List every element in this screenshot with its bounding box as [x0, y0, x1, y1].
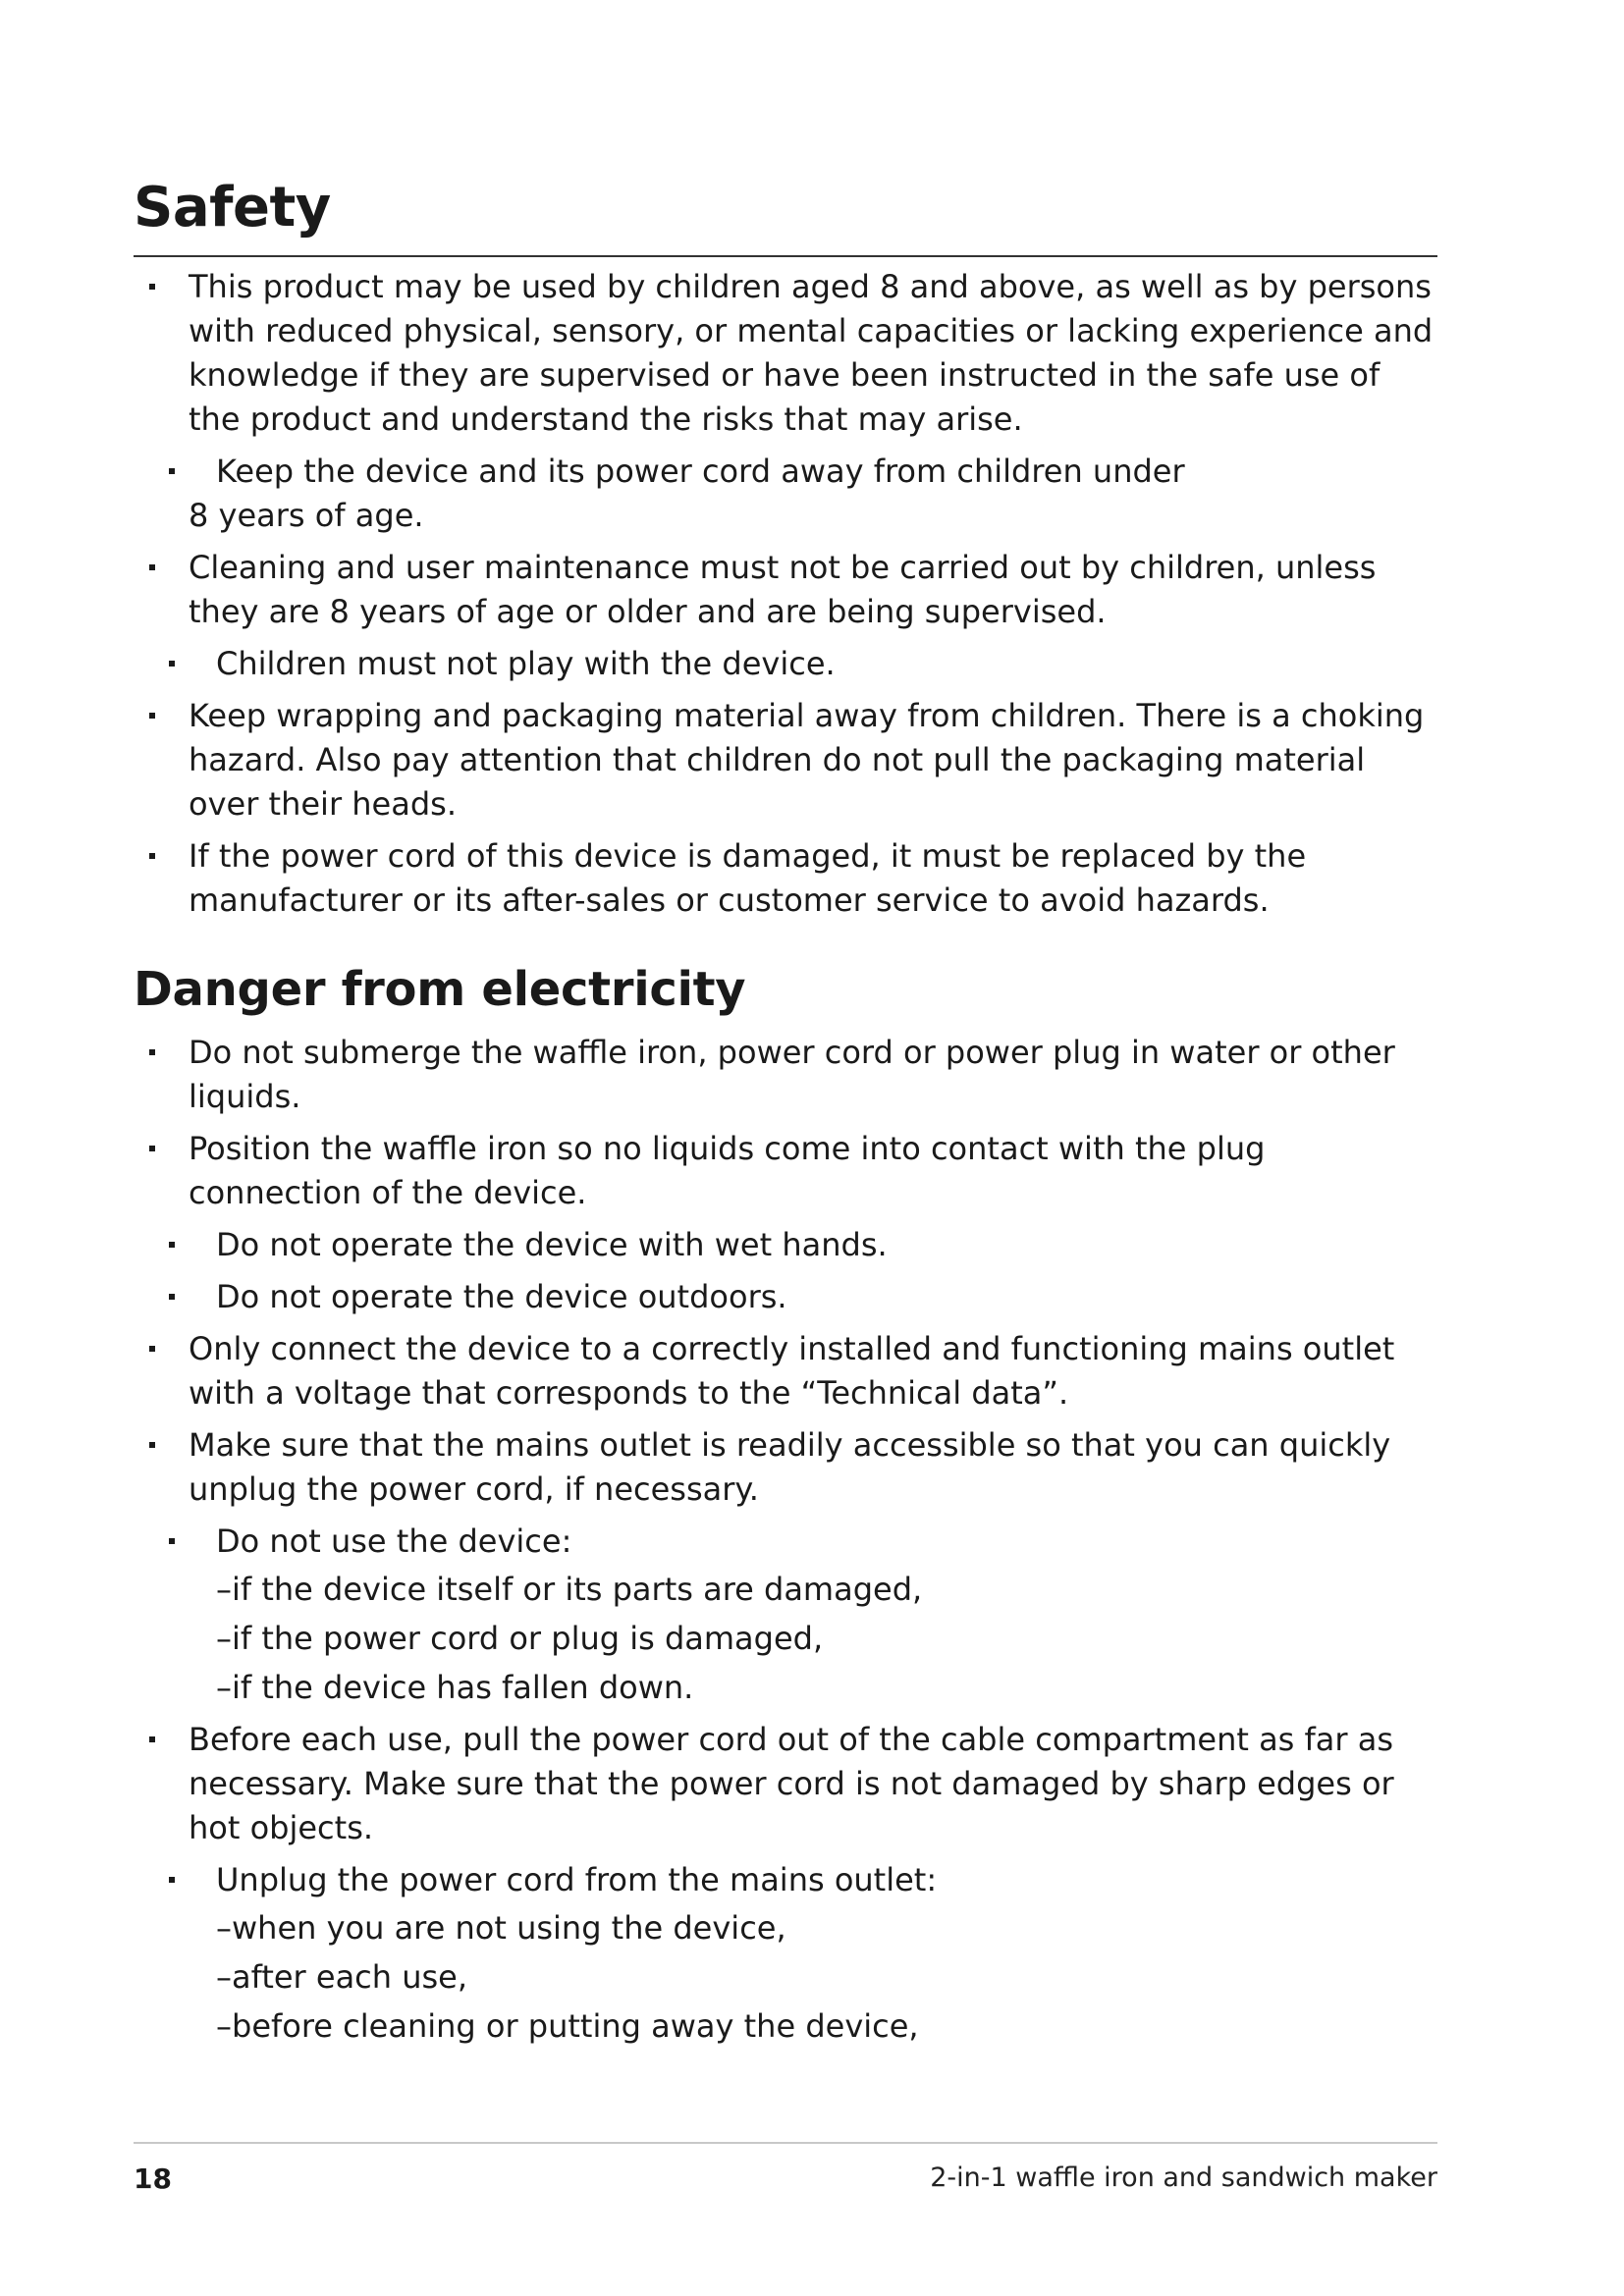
- bullet-icon: [149, 564, 155, 570]
- bullet-icon: [169, 1294, 175, 1300]
- list-item-text: Before each use, pull the power cord out of the cable compartment as far as necessary. Make sure that the power cord is not damaged by sharp edges or hot objects.: [189, 1721, 1394, 1846]
- bullet-icon: [149, 713, 155, 719]
- bullet-icon: [149, 853, 155, 859]
- heading-rule: [134, 255, 1437, 257]
- list-item: [134, 642, 1437, 686]
- footer-rule: [134, 2142, 1437, 2144]
- list-item-text: This product may be used by children aged 8 and above, as well as by persons with reduced physical, sensory, or mental capacities or lacking experience and knowledge if they are supervised or have been instructed in the safe use of the product and understand the risks that may arise.: [189, 268, 1434, 438]
- bullet-icon: [169, 1242, 175, 1248]
- sub-list-item: –if the device has fallen down.: [216, 1669, 694, 1706]
- list-item: [134, 1858, 1437, 2049]
- bullet-icon: [149, 284, 155, 290]
- product-name: 2-in-1 waffle iron and sandwich maker: [930, 2163, 1437, 2193]
- bullet-icon: [169, 1877, 175, 1883]
- bullet-icon: [169, 468, 175, 474]
- bullet-icon: [149, 1346, 155, 1352]
- list-item: [134, 1520, 1437, 1710]
- list-item: [134, 694, 1437, 827]
- list-item-text: If the power cord of this device is damaged, it must be replaced by the manufacturer or its after-sales or customer service to avoid hazards.: [189, 837, 1307, 919]
- bullet-icon: [149, 1049, 155, 1055]
- electricity-list: [134, 1031, 1437, 2056]
- list-item: [134, 1423, 1437, 1512]
- sub-list-item: –after each use,: [216, 1958, 468, 1996]
- list-item-text: Do not submerge the waffle iron, power cord or power plug in water or other liquids.: [189, 1034, 1395, 1115]
- list-item: [134, 265, 1437, 442]
- list-item-text: Position the waffle iron so no liquids come into contact with the plug connection of the device.: [189, 1130, 1266, 1211]
- list-item-text: Keep the device and its power cord away from children under: [216, 453, 1185, 490]
- sub-list: [216, 1906, 1437, 2049]
- list-item-text: Only connect the device to a correctly installed and functioning mains outlet with a voltage that corresponds to the “Technical data”.: [189, 1330, 1395, 1412]
- list-item-text: Children must not play with the device.: [216, 645, 836, 682]
- list-item: [134, 1275, 1437, 1319]
- bullet-icon: [169, 661, 175, 667]
- document-page: [134, 0, 1437, 2296]
- list-item: [134, 1327, 1437, 1415]
- list-item: [134, 834, 1437, 923]
- bullet-icon: [169, 1538, 175, 1544]
- page-number: 18: [134, 2163, 172, 2195]
- safety-heading: Safety: [134, 176, 331, 240]
- sub-list: [216, 1568, 1437, 1710]
- sub-list-item: –if the device itself or its parts are damaged,: [216, 1571, 923, 1608]
- electricity-heading: Danger from electricity: [134, 962, 746, 1017]
- list-item: [134, 546, 1437, 634]
- list-item: [134, 1031, 1437, 1119]
- list-item-text: Unplug the power cord from the mains outlet:: [216, 1861, 938, 1898]
- safety-list: [134, 265, 1437, 931]
- list-item: [134, 1718, 1437, 1850]
- list-item-text: Cleaning and user maintenance must not be carried out by children, unless they are 8 years of age or older and are being supervised.: [189, 549, 1377, 630]
- list-item-text: Do not operate the device outdoors.: [216, 1278, 787, 1315]
- bullet-icon: [149, 1442, 155, 1448]
- list-item-text: Make sure that the mains outlet is readily accessible so that you can quickly unplug the power cord, if necessary.: [189, 1426, 1391, 1508]
- list-item: [134, 1127, 1437, 1215]
- list-item-text: Keep wrapping and packaging material away from children. There is a choking hazard. Also pay attention that children do not pull the packaging material over their heads.: [189, 697, 1425, 823]
- list-item-text: Do not use the device:: [216, 1522, 572, 1560]
- bullet-icon: [149, 1736, 155, 1742]
- list-item: [134, 450, 1437, 538]
- list-item: [134, 1223, 1437, 1267]
- sub-list-item: –if the power cord or plug is damaged,: [216, 1620, 824, 1657]
- sub-list-item: –when you are not using the device,: [216, 1909, 786, 1947]
- sub-list-item: –before cleaning or putting away the device,: [216, 2007, 919, 2045]
- list-item-text: Do not operate the device with wet hands.: [216, 1226, 888, 1263]
- list-item-continuation: 8 years of age.: [189, 497, 424, 534]
- bullet-icon: [149, 1146, 155, 1151]
